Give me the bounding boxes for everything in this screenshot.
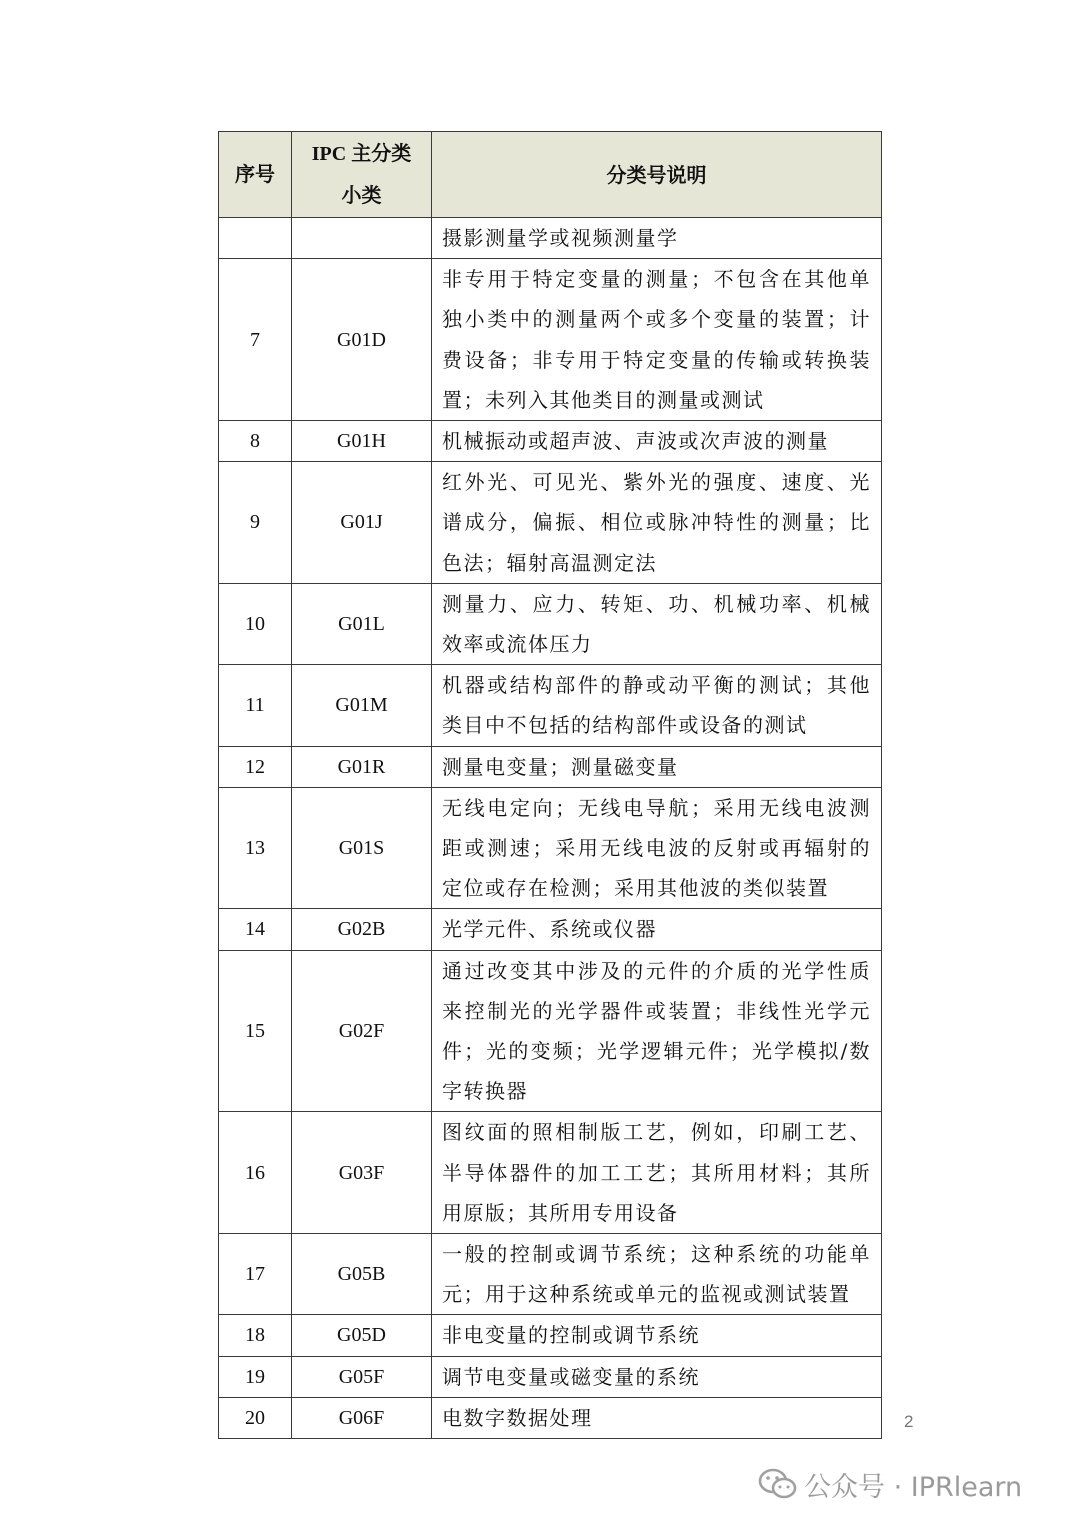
header-seq: 序号 — [219, 132, 292, 218]
row-ipc-code-cell: G05D — [292, 1315, 432, 1356]
row-seq-cell: 8 — [219, 421, 292, 462]
row-description-cell: 图纹面的照相制版工艺，例如，印刷工艺、半导体器件的加工工艺；其所用材料；其所用原版；其所用专用设备 — [432, 1112, 882, 1234]
row-description-cell: 非电变量的控制或调节系统 — [432, 1315, 882, 1356]
header-description: 分类号说明 — [432, 132, 882, 218]
row-ipc-code-cell: G02B — [292, 909, 432, 950]
row-description-cell: 测量电变量；测量磁变量 — [432, 746, 882, 787]
row-seq-cell: 11 — [219, 665, 292, 746]
row-seq-cell: 12 — [219, 746, 292, 787]
table-row — [219, 583, 882, 664]
row-seq-cell: 17 — [219, 1234, 292, 1315]
ipc-classification-table — [218, 131, 882, 1439]
row-ipc-code-cell: G02F — [292, 950, 432, 1112]
table-row — [219, 1315, 882, 1356]
row-description-cell: 光学元件、系统或仪器 — [432, 909, 882, 950]
table-row — [219, 218, 882, 259]
row-seq-cell: 18 — [219, 1315, 292, 1356]
row-description-cell: 摄影测量学或视频测量学 — [432, 218, 882, 259]
row-seq-cell: 15 — [219, 950, 292, 1112]
row-description-cell: 调节电变量或磁变量的系统 — [432, 1356, 882, 1397]
row-ipc-code-cell — [292, 218, 432, 259]
row-ipc-code-cell: G01R — [292, 746, 432, 787]
row-ipc-code-cell: G01D — [292, 259, 432, 421]
row-description-cell: 红外光、可见光、紫外光的强度、速度、光谱成分，偏振、相位或脉冲特性的测量；比色法；辐射高温测定法 — [432, 462, 882, 584]
row-ipc-code-cell: G01H — [292, 421, 432, 462]
row-seq-cell: 13 — [219, 787, 292, 909]
page-number: 2 — [904, 1412, 914, 1431]
row-description-cell: 一般的控制或调节系统；这种系统的功能单元；用于这种系统或单元的监视或测试装置 — [432, 1234, 882, 1315]
row-seq-cell: 9 — [219, 462, 292, 584]
row-description-cell: 无线电定向；无线电导航；采用无线电波测距或测速；采用无线电波的反射或再辐射的定位或存在检测；采用其他波的类似装置 — [432, 787, 882, 909]
row-ipc-code-cell: G05F — [292, 1356, 432, 1397]
row-seq-cell: 14 — [219, 909, 292, 950]
row-seq-cell: 16 — [219, 1112, 292, 1234]
header-ipc-code-label: IPC 主分类小类 — [311, 142, 412, 207]
row-ipc-code-cell: G01S — [292, 787, 432, 909]
row-description-cell: 测量力、应力、转矩、功、机械功率、机械效率或流体压力 — [432, 583, 882, 664]
table-body — [219, 218, 882, 1439]
row-ipc-code-cell: G05B — [292, 1234, 432, 1315]
row-description-cell: 通过改变其中涉及的元件的介质的光学性质来控制光的光学器件或装置；非线性光学元件；光的变频；光学逻辑元件；光学模拟/数字转换器 — [432, 950, 882, 1112]
table-row — [219, 421, 882, 462]
row-ipc-code-cell: G06F — [292, 1397, 432, 1438]
table-row — [219, 665, 882, 746]
row-description-cell: 电数字数据处理 — [432, 1397, 882, 1438]
row-ipc-code-cell: G03F — [292, 1112, 432, 1234]
row-seq-cell: 7 — [219, 259, 292, 421]
row-description-cell: 非专用于特定变量的测量；不包含在其他单独小类中的测量两个或多个变量的装置；计费设备；非专用于特定变量的传输或转换装置；未列入其他类目的测量或测试 — [432, 259, 882, 421]
row-ipc-code-cell: G01L — [292, 583, 432, 664]
table-row — [219, 462, 882, 584]
row-description-cell: 机械振动或超声波、声波或次声波的测量 — [432, 421, 882, 462]
table-row — [219, 259, 882, 421]
wechat-icon — [758, 1467, 798, 1501]
table-row — [219, 950, 882, 1112]
table-header-row — [219, 132, 882, 218]
table-row — [219, 909, 882, 950]
watermark-text: 公众号 · IPRlearn — [804, 1471, 1023, 1503]
row-seq-cell: 19 — [219, 1356, 292, 1397]
table-row — [219, 1397, 882, 1438]
row-ipc-code-cell: G01M — [292, 665, 432, 746]
table-row — [219, 787, 882, 909]
row-ipc-code-cell: G01J — [292, 462, 432, 584]
table-row — [219, 1234, 882, 1315]
table-row — [219, 746, 882, 787]
row-description-cell: 机器或结构部件的静或动平衡的测试；其他类目中不包括的结构部件或设备的测试 — [432, 665, 882, 746]
table-row — [219, 1356, 882, 1397]
row-seq-cell — [219, 218, 292, 259]
row-seq-cell: 10 — [219, 583, 292, 664]
header-ipc-code — [292, 132, 432, 218]
watermark — [758, 1462, 1022, 1506]
table-row — [219, 1112, 882, 1234]
row-seq-cell: 20 — [219, 1397, 292, 1438]
